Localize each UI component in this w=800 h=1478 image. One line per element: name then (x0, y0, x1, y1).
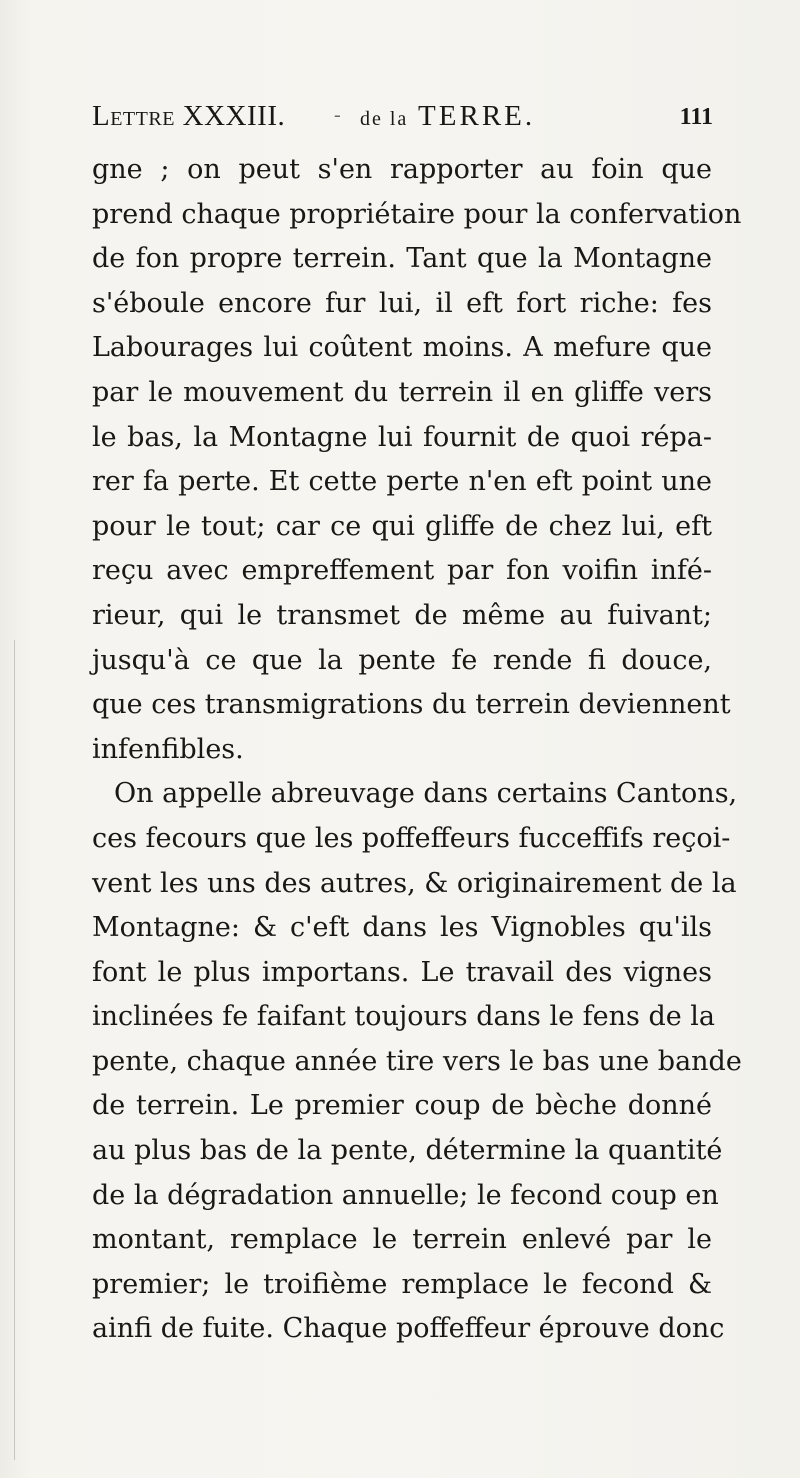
body-text (92, 148, 742, 1352)
subject-prefix: de la (360, 108, 409, 130)
text-line: de terrein. Le premier coup de bèche donné (92, 1090, 712, 1122)
letter-heading: Lettre XXXIII. (92, 100, 286, 132)
page-edge-shadow (14, 640, 15, 1460)
text-line: le bas, la Montagne lui fournit de quoi répa- (92, 421, 712, 453)
text-line: rieur, qui le transmet de même au fuivant; (92, 599, 712, 631)
text-line: On appelle abreuvage dans certains Cantons, (114, 778, 738, 810)
text-line: ces fecours que les poffeffeurs fucceffifs reçoi- (92, 822, 731, 854)
text-line: font le plus importans. Le travail des vignes (92, 956, 712, 988)
page-number: 111 (679, 104, 713, 130)
text-line: s'éboule encore fur lui, il eft fort riche: fes (92, 287, 712, 319)
text-line: reçu avec empreffement par fon voifin infé- (92, 555, 712, 587)
text-line: de fon propre terrein. Tant que la Montagne (92, 243, 712, 275)
text-line: de la dégradation annuelle; le fecond coup en (92, 1179, 719, 1211)
running-head (92, 100, 712, 140)
text-line: vent les uns des autres, & originairement de la (92, 867, 737, 899)
text-line: Montagne: & c'eft dans les Vignobles qu'ils (92, 912, 712, 944)
text-line: gne ; on peut s'en rapporter au foin que (92, 154, 712, 185)
text-line: premier; le troifième remplace le fecond & (92, 1268, 712, 1300)
text-line: que ces transmigrations du terrein deviennent (92, 689, 731, 721)
text-line: Labourages lui coûtent moins. A mefure que (92, 332, 712, 364)
heading-separator: - (334, 104, 341, 126)
subject-main: TERRE. (418, 100, 536, 132)
text-line: jusqu'à ce que la pente fe rende fi douce, (92, 644, 712, 676)
text-line: prend chaque propriétaire pour la confervation (92, 198, 742, 230)
text-line: pente, chaque année tire vers le bas une bande (92, 1045, 742, 1077)
text-line: pour le tout; car ce qui gliffe de chez lui, eft (92, 510, 712, 542)
text-line: rer fa perte. Et cette perte n'en eft point une (92, 466, 712, 498)
text-line: par le mouvement du terrein il en gliffe vers (92, 376, 712, 408)
text-line: au plus bas de la pente, détermine la quantité (92, 1135, 723, 1167)
text-line: montant, remplace le terrein enlevé par le (92, 1224, 712, 1256)
text-line: ainfi de fuite. Chaque poffeffeur éprouve donc (92, 1313, 725, 1345)
text-line: inclinées fe faifant toujours dans le fens de la (92, 1001, 716, 1033)
subject-heading (360, 100, 535, 133)
text-line: infenfibles. (92, 733, 244, 765)
